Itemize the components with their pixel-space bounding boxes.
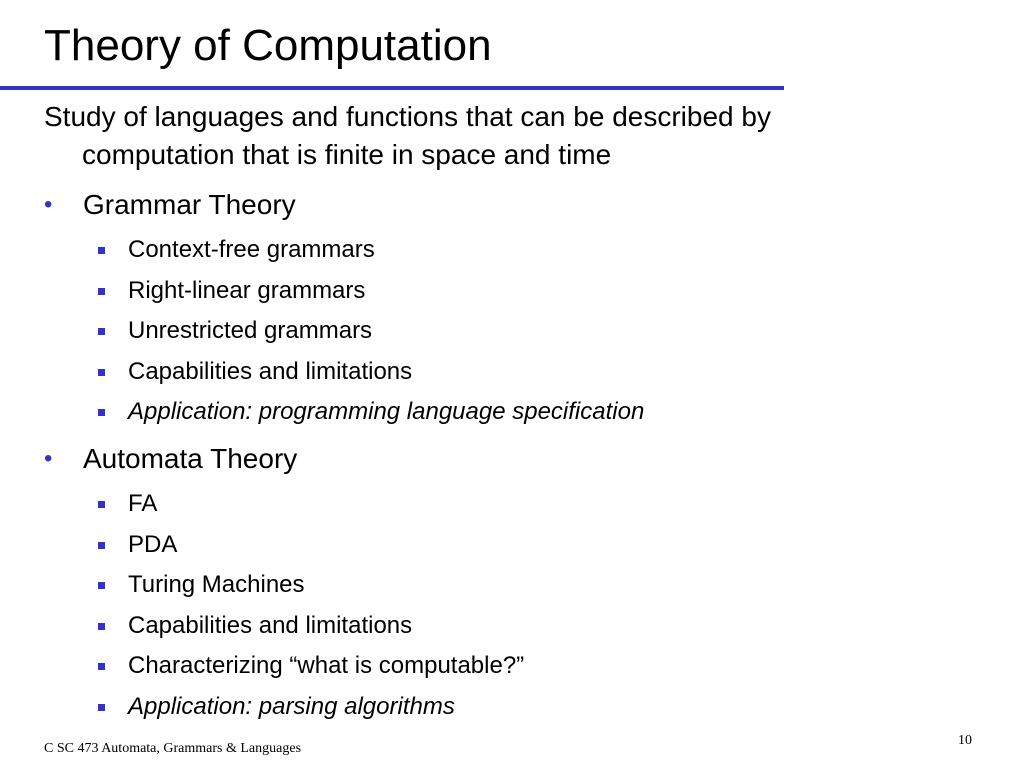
square-bullet-icon <box>98 623 105 630</box>
square-bullet-icon <box>98 582 105 589</box>
list-item-text: Application: programming language specification <box>128 398 645 425</box>
square-bullet-icon <box>98 328 105 335</box>
square-bullet-icon <box>98 369 105 376</box>
bullet-icon: • <box>44 445 53 472</box>
square-bullet-icon <box>98 704 105 711</box>
list-item-text: FA <box>128 490 158 517</box>
list-item-text: Characterizing “what is computable?” <box>128 652 525 679</box>
square-bullet-icon <box>98 288 105 295</box>
square-bullet-icon <box>98 501 105 508</box>
square-bullet-icon <box>98 542 105 549</box>
list-item-text: Unrestricted grammars <box>128 317 373 344</box>
bullet-icon: • <box>44 191 53 218</box>
section-heading: Automata Theory <box>83 443 298 474</box>
slide-title: Theory of Computation <box>44 21 492 70</box>
list-item-text: Context-free grammars <box>128 236 375 263</box>
square-bullet-icon <box>98 409 105 416</box>
square-bullet-icon <box>98 247 105 254</box>
list-item-text: Application: parsing algorithms <box>128 693 455 720</box>
list-item-text: Capabilities and limitations <box>128 612 413 639</box>
intro-line-1: Study of languages and functions that can be described by <box>44 101 771 132</box>
list-item-text: Right-linear grammars <box>128 277 366 304</box>
intro-line-2: computation that is finite in space and time <box>82 139 612 170</box>
list-item-text: PDA <box>128 531 178 558</box>
square-bullet-icon <box>98 663 105 670</box>
title-underline <box>0 86 784 90</box>
footer-course-title: C SC 473 Automata, Grammars & Languages <box>44 741 302 756</box>
list-item-text: Turing Machines <box>128 571 305 598</box>
page-number: 10 <box>958 733 972 748</box>
section-heading: Grammar Theory <box>83 189 296 220</box>
intro-text <box>44 98 974 174</box>
list-item-text: Capabilities and limitations <box>128 358 413 385</box>
